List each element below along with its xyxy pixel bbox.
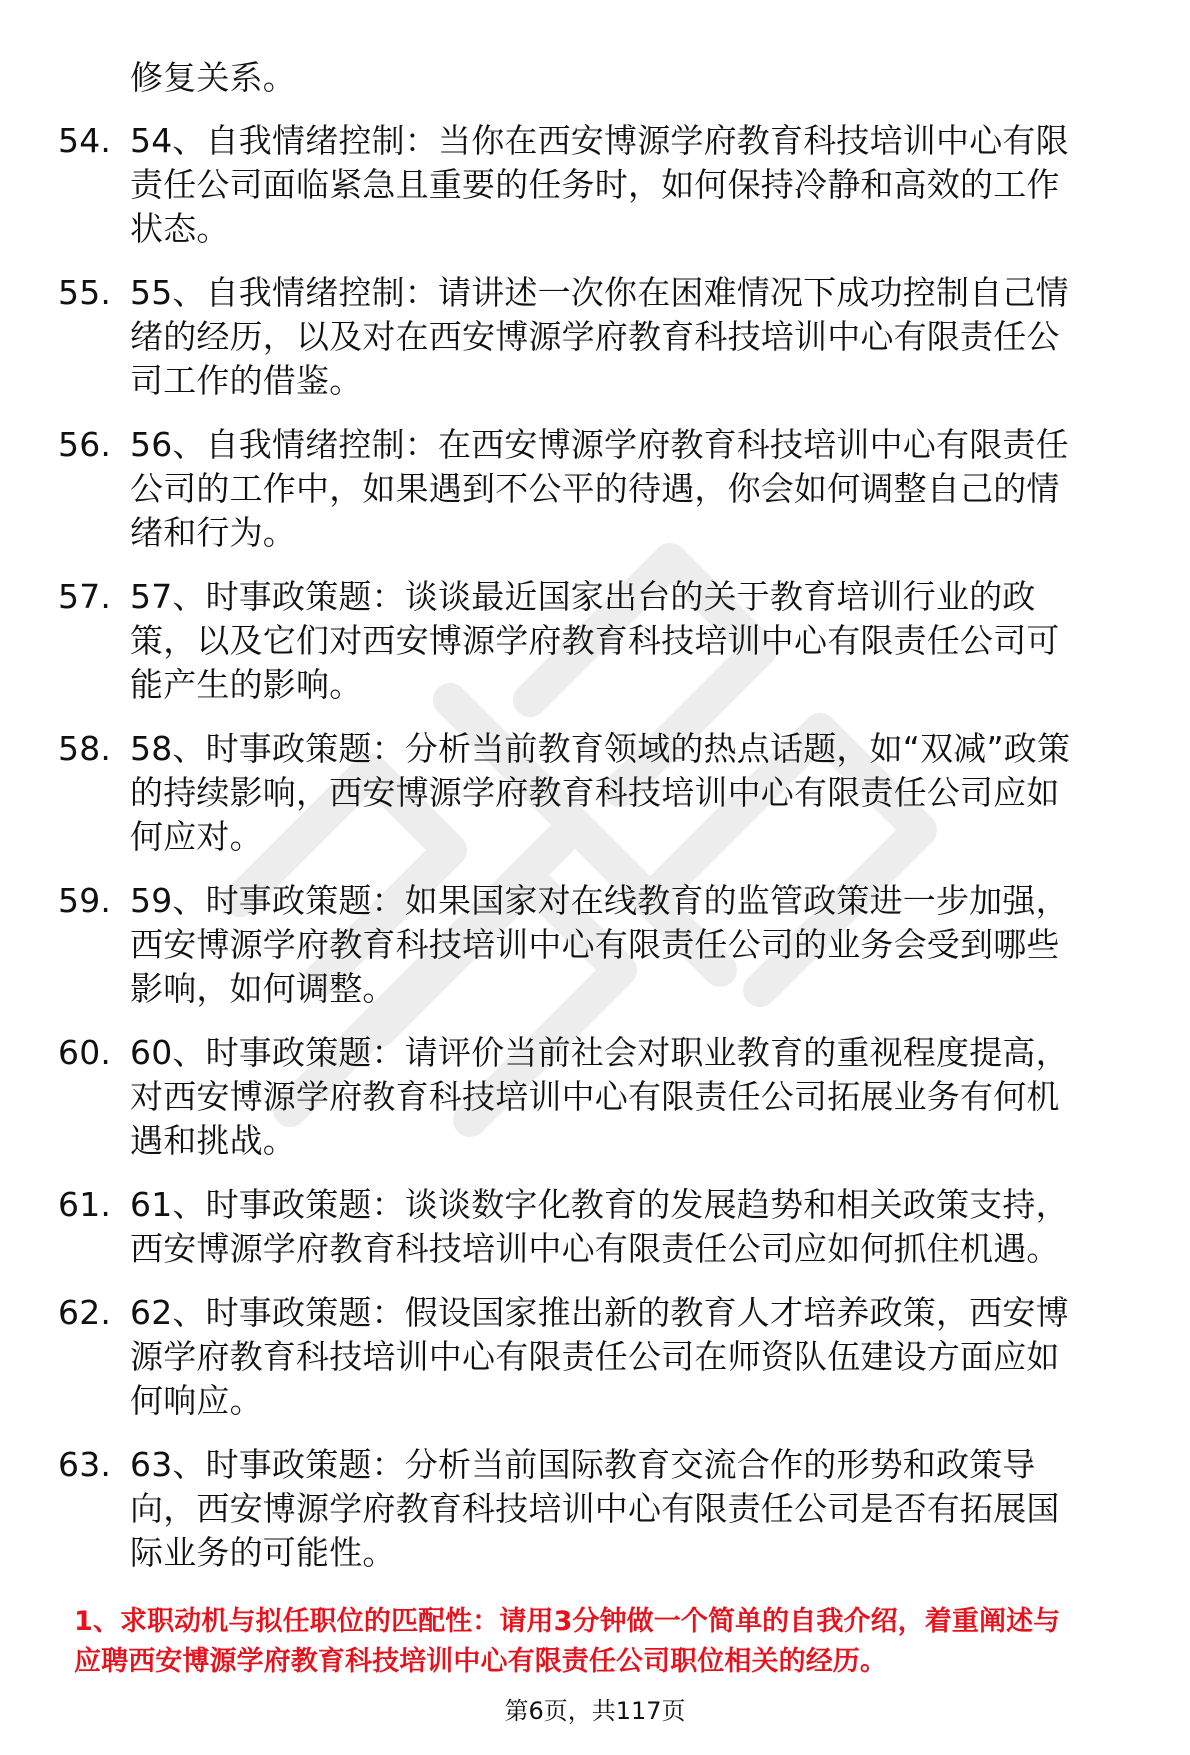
question-number: 58.	[58, 729, 112, 768]
question-text-line: 59、时事政策题：如果国家对在线教育的监管政策进一步加强，	[130, 881, 1069, 920]
question-text-line: 公司的工作中，如果遇到不公平的待遇，你会如何调整自己的情	[130, 469, 1060, 508]
question-text-line: 的持续影响，西安博源学府教育科技培训中心有限责任公司应如	[130, 773, 1060, 812]
question-text	[130, 271, 1155, 403]
highlight-note-line: 1、求职动机与拟任职位的匹配性：请用3分钟做一个简单的自我介绍，着重阐述与	[74, 1606, 1061, 1637]
question-number: 60.	[58, 1033, 112, 1072]
question-text-line: 55、自我情绪控制：请讲述一次你在困难情况下成功控制自己情	[130, 273, 1069, 312]
question-text	[130, 879, 1155, 1011]
question-number: 62.	[58, 1293, 112, 1332]
question-text-line: 际业务的可能性。	[130, 1533, 396, 1572]
highlight-note-line: 应聘西安博源学府教育科技培训中心有限责任公司职位相关的经历。	[74, 1646, 887, 1677]
question-item	[0, 575, 1190, 707]
question-text-line: 54、自我情绪控制：当你在西安博源学府教育科技培训中心有限	[130, 121, 1069, 160]
question-item	[0, 1031, 1190, 1163]
question-text-line: 影响，如何调整。	[130, 969, 396, 1008]
question-text	[130, 575, 1155, 707]
question-text-line: 56、自我情绪控制：在西安博源学府教育科技培训中心有限责任	[130, 425, 1069, 464]
question-text	[130, 1183, 1155, 1271]
question-text	[130, 119, 1155, 251]
question-text	[130, 1291, 1155, 1423]
continuation-text: 修复关系。	[130, 58, 296, 97]
question-text-line: 何响应。	[130, 1381, 263, 1420]
question-text-line: 策，以及它们对西安博源学府教育科技培训中心有限责任公司可	[130, 621, 1060, 660]
question-list	[0, 119, 1190, 1595]
question-text-line: 绪和行为。	[130, 513, 296, 552]
question-number: 57.	[58, 577, 112, 616]
question-number: 56.	[58, 425, 112, 464]
question-text-line: 绪的经历，以及对在西安博源学府教育科技培训中心有限责任公	[130, 317, 1060, 356]
question-text-line: 61、时事政策题：谈谈数字化教育的发展趋势和相关政策支持，	[130, 1185, 1069, 1224]
question-number: 63.	[58, 1445, 112, 1484]
question-item	[0, 1291, 1190, 1423]
question-item	[0, 119, 1190, 251]
question-text-line: 遇和挑战。	[130, 1121, 296, 1160]
question-number: 55.	[58, 273, 112, 312]
question-item	[0, 271, 1190, 403]
question-text-line: 58、时事政策题：分析当前教育领域的热点话题，如“双减”政策	[130, 729, 1071, 768]
page-footer: 第6页，共117页	[504, 1697, 686, 1725]
question-text	[130, 423, 1155, 555]
question-item	[0, 1183, 1190, 1271]
question-number: 61.	[58, 1185, 112, 1224]
question-text-line: 何应对。	[130, 817, 263, 856]
question-number: 54.	[58, 121, 112, 160]
question-text	[130, 1031, 1155, 1163]
question-item	[0, 879, 1190, 1011]
question-number: 59.	[58, 881, 112, 920]
question-text-line: 向，西安博源学府教育科技培训中心有限责任公司是否有拓展国	[130, 1489, 1060, 1528]
question-text-line: 对西安博源学府教育科技培训中心有限责任公司拓展业务有何机	[130, 1077, 1060, 1116]
question-text-line: 西安博源学府教育科技培训中心有限责任公司的业务会受到哪些	[130, 925, 1060, 964]
question-text-line: 源学府教育科技培训中心有限责任公司在师资队伍建设方面应如	[130, 1337, 1060, 1376]
question-text	[130, 727, 1155, 859]
question-text-line: 60、时事政策题：请评价当前社会对职业教育的重视程度提高，	[130, 1033, 1069, 1072]
question-text-line: 责任公司面临紧急且重要的任务时，如何保持冷静和高效的工作	[130, 165, 1060, 204]
question-text-line: 57、时事政策题：谈谈最近国家出台的关于教育培训行业的政	[130, 577, 1036, 616]
question-item	[0, 423, 1190, 555]
question-item	[0, 1443, 1190, 1575]
question-item	[0, 727, 1190, 859]
highlight-note	[74, 1602, 1060, 1682]
question-text-line: 62、时事政策题：假设国家推出新的教育人才培养政策，西安博	[130, 1293, 1069, 1332]
question-text-line: 西安博源学府教育科技培训中心有限责任公司应如何抓住机遇。	[130, 1229, 1060, 1268]
question-text-line: 状态。	[130, 209, 230, 248]
question-text-line: 能产生的影响。	[130, 665, 363, 704]
question-text	[130, 1443, 1155, 1575]
question-text-line: 司工作的借鉴。	[130, 361, 363, 400]
question-text-line: 63、时事政策题：分析当前国际教育交流合作的形势和政策导	[130, 1445, 1036, 1484]
